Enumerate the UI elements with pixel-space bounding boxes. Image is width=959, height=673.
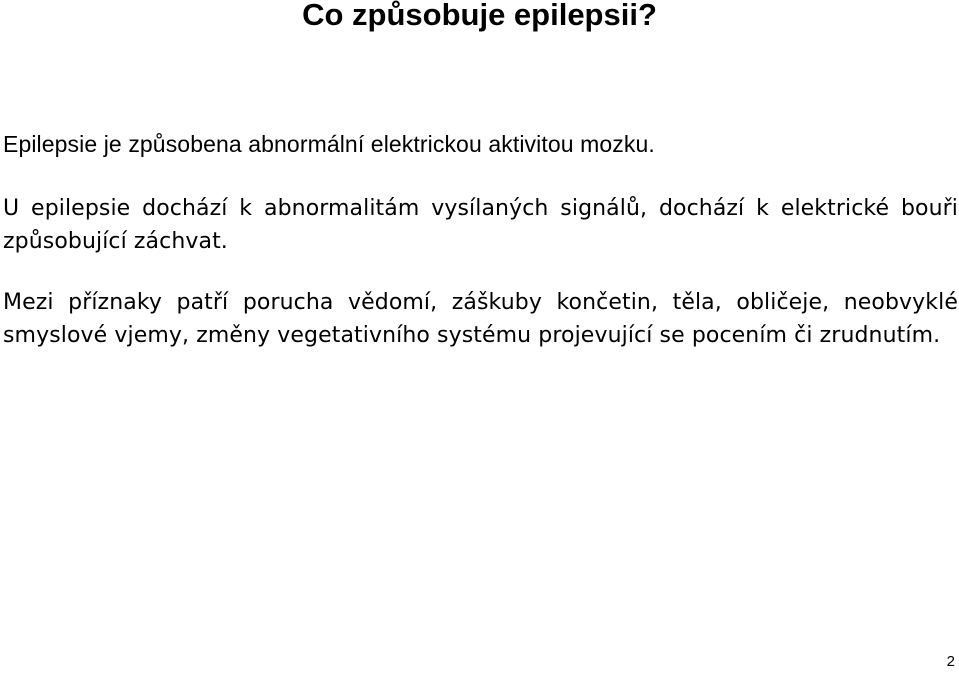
paragraph-symptoms: Mezi příznaky patří porucha vědomí, záškuby končetin, těla, obličeje, neobvyklé smyslové vjemy, změny vegetativního systému projevující se pocením či zrudnutím. — [3, 290, 958, 348]
paragraph-cause: Epilepsie je způsobena abnormální elektrickou aktivitou mozku. — [3, 131, 655, 157]
page-number: 2 — [946, 653, 955, 670]
slide-title: Co způsobuje epilepsii? — [302, 0, 657, 32]
paragraph-mechanism: U epilepsie dochází k abnormalitám vysílaných signálů, dochází k elektrické bouři způsobující záchvat. — [3, 196, 958, 254]
